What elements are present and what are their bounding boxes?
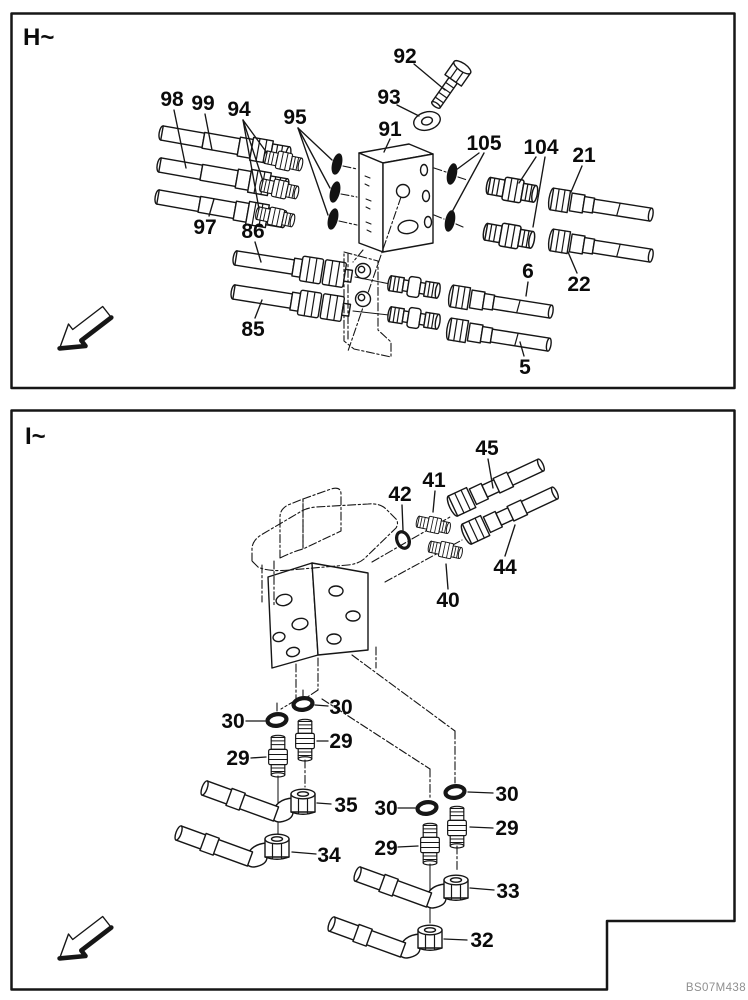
hose-6 [447,285,554,323]
o-ring-30-a [267,713,287,727]
part-label-29-b: 29 [329,730,353,753]
part-label-40: 40 [436,589,460,612]
panel-i-title: I~ [25,423,46,450]
o-ring-95-b [328,181,342,204]
coupler-a [387,273,442,301]
part-label-97: 97 [193,216,217,239]
fitting-29-b [296,719,315,761]
washer-93 [412,109,443,133]
part-label-33: 33 [496,880,520,903]
fitting-94-b [258,176,300,201]
part-label-30-b: 30 [329,696,353,719]
hose-86 [231,245,353,288]
o-ring-95-a [330,153,344,176]
part-label-21: 21 [572,144,596,167]
o-ring-30-b [293,697,313,711]
direction-arrow-i [60,917,112,959]
part-label-29-a: 29 [226,747,250,770]
part-label-42: 42 [388,483,412,506]
fitting-29-c [421,823,440,865]
part-label-99: 99 [191,92,215,115]
part-label-30-d: 30 [495,783,519,806]
part-label-29-c: 29 [374,837,398,860]
hose-22 [547,229,654,267]
part-label-41: 41 [422,469,446,492]
part-label-104: 104 [523,136,559,159]
part-label-22: 22 [567,273,591,296]
part-label-98: 98 [160,88,184,111]
fitting-94-a [262,148,304,173]
elbow-hose-35 [199,779,315,823]
panel-i-border [12,411,735,990]
part-label-5: 5 [519,356,531,379]
part-label-92: 92 [393,45,417,68]
part-label-6: 6 [522,260,534,283]
part-label-95: 95 [283,106,307,129]
o-ring-30-c [417,801,437,815]
panel-h-title: H~ [23,24,55,51]
part-label-32: 32 [470,929,494,952]
fitting-104-a [485,174,540,206]
valve-body [268,563,368,668]
o-ring-30-d [445,785,465,799]
o-ring-95-c [326,208,340,231]
part-label-86: 86 [241,220,265,243]
fitting-41 [415,514,452,536]
hose-21 [547,188,654,226]
part-label-94: 94 [227,98,251,121]
drawing-code: BS07M438 [685,982,746,994]
o-ring-105-a [445,163,458,185]
fitting-29-a [269,735,288,777]
valve-block-91 [359,144,433,252]
elbow-hose-32 [326,915,442,959]
part-label-105: 105 [466,132,502,155]
part-label-30-a: 30 [221,710,245,733]
part-label-35: 35 [334,794,358,817]
bolt-92 [427,58,473,112]
panel-i [12,411,735,990]
part-label-85: 85 [241,318,265,341]
elbow-hose-33 [352,865,468,909]
part-label-30-c: 30 [374,797,398,820]
coupler-b [387,304,442,332]
panel-h [12,14,735,389]
elbow-hose-34 [173,824,289,868]
hose-5 [445,318,552,356]
direction-arrow-h [60,307,112,349]
part-label-93: 93 [377,86,401,109]
fitting-104-b [482,220,537,252]
o-ring-105-b [443,210,456,232]
o-ring-42 [394,530,411,550]
fitting-29-d [448,806,467,848]
part-label-29-d: 29 [495,817,519,840]
part-label-34: 34 [317,844,341,867]
part-label-44: 44 [493,556,517,579]
part-label-45: 45 [475,437,499,460]
part-label-91: 91 [378,118,402,141]
